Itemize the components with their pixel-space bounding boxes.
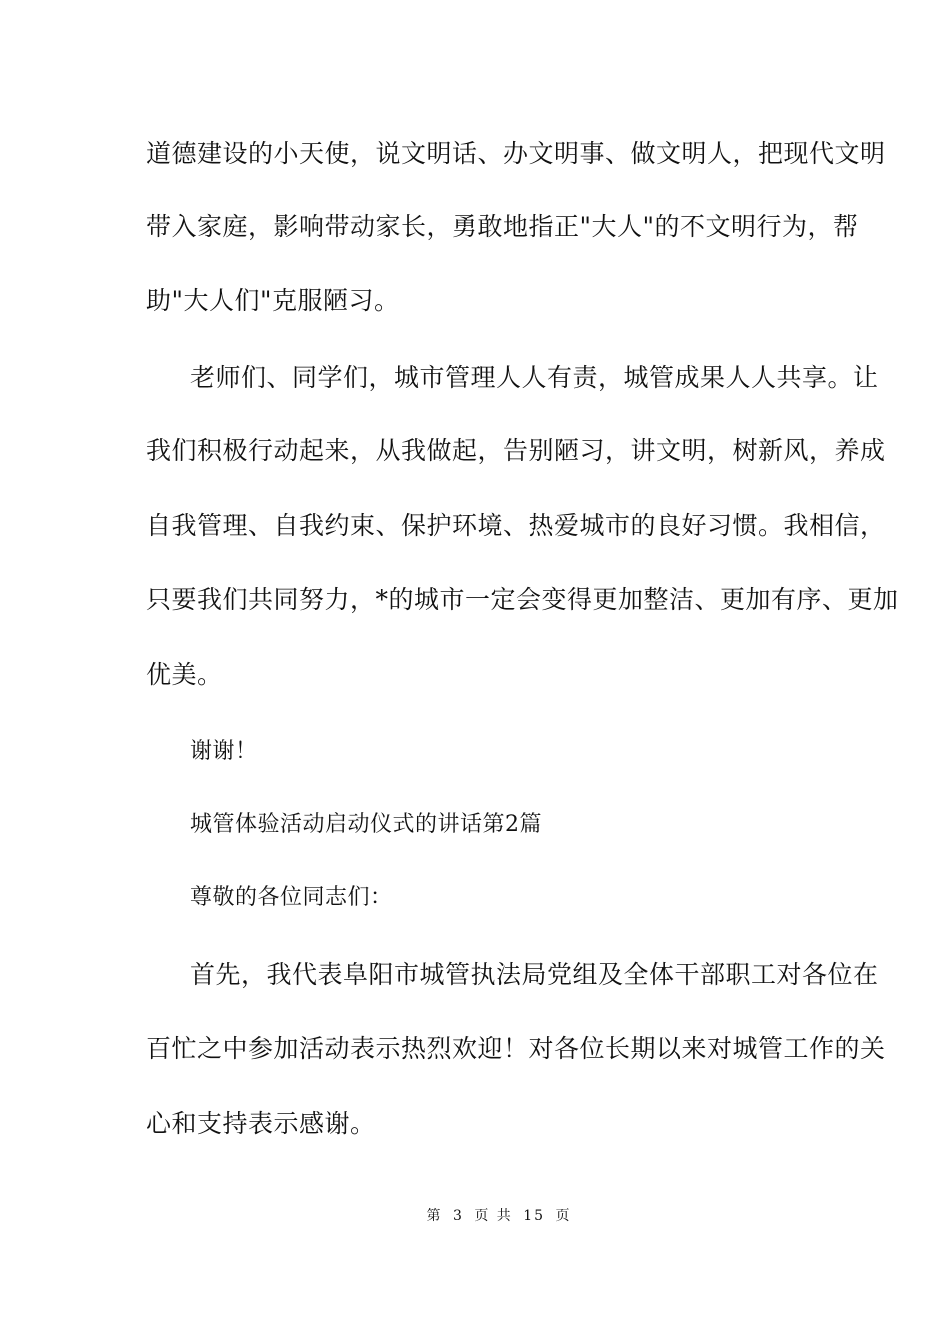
section-heading: 城管体验活动启动仪式的讲话第2篇 — [190, 812, 542, 837]
footer-suffix: 页 — [555, 1208, 572, 1224]
total-pages-number: 15 — [523, 1208, 546, 1224]
paragraph-start-line: 首先，我代表阜阳市城管执法局党组及全体干部职工对各位在 — [190, 960, 879, 989]
footer-middle: 页 共 — [474, 1208, 513, 1224]
text-line: 优美。 — [146, 660, 223, 689]
text-line: 带入家庭，影响带动家长，勇敢地指正"大人"的不文明行为，帮 — [146, 212, 859, 241]
paragraph-start-line: 老师们、同学们，城市管理人人有责，城管成果人人共享。让 — [190, 363, 879, 392]
text-line: 助"大人们"克服陋习。 — [146, 286, 400, 315]
text-line: 道德建设的小天使，说文明话、办文明事、做文明人，把现代文明 — [146, 139, 886, 168]
page-number-footer — [0, 1206, 950, 1226]
text-line: 我们积极行动起来，从我做起，告别陋习，讲文明，树新风，养成 — [146, 436, 886, 465]
footer-prefix: 第 — [426, 1208, 443, 1224]
closing-thanks: 谢谢！ — [190, 739, 258, 764]
salutation: 尊敬的各位同志们： — [190, 885, 393, 910]
text-line: 只要我们共同努力，*的城市一定会变得更加整洁、更加有序、更加 — [146, 585, 899, 614]
text-line: 百忙之中参加活动表示热烈欢迎！对各位长期以来对城管工作的关 — [146, 1034, 886, 1063]
current-page-number: 3 — [452, 1208, 464, 1224]
text-line: 自我管理、自我约束、保护环境、热爱城市的良好习惯。我相信， — [146, 511, 886, 540]
text-line: 心和支持表示感谢。 — [146, 1109, 376, 1138]
